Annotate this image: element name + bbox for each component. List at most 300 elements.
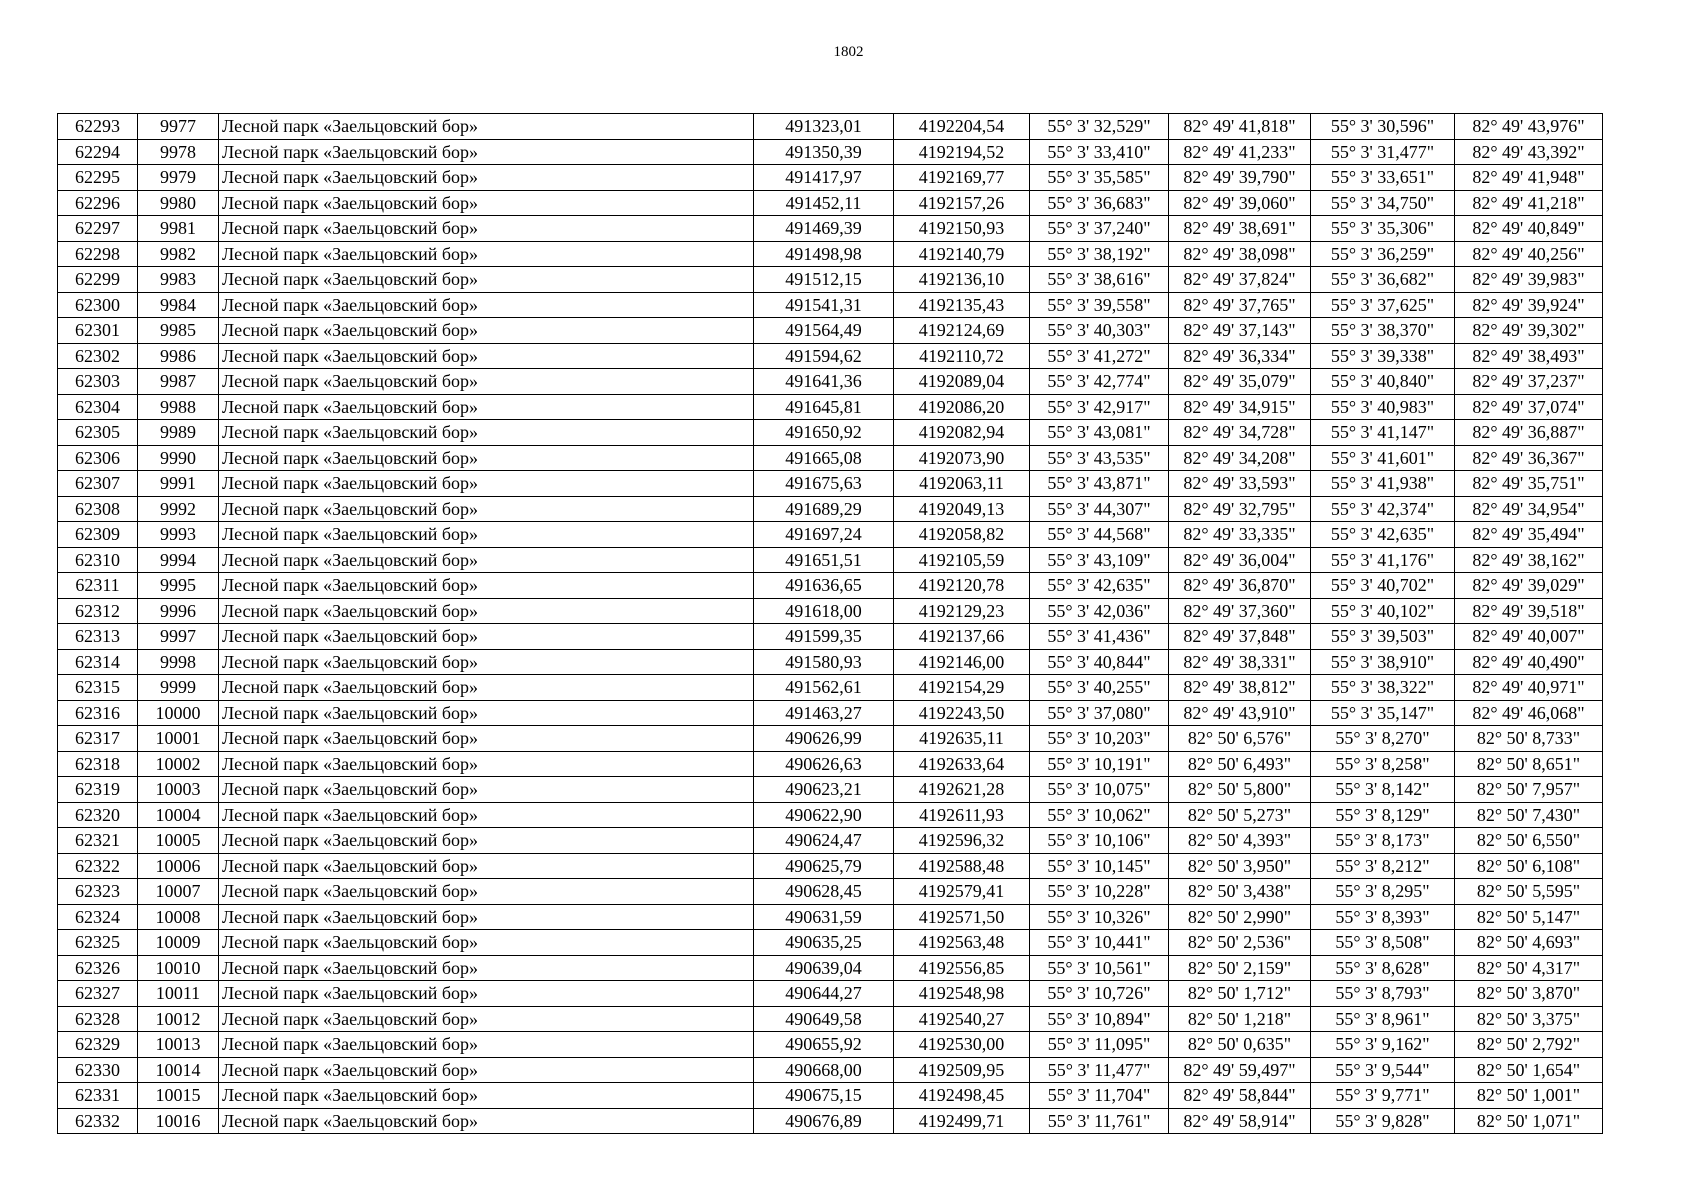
- y-coordinate-cell: 4192204,54: [894, 114, 1030, 140]
- longitude-cell: 82° 49' 58,844": [1169, 1083, 1311, 1109]
- latitude-cell: 55° 3' 11,761": [1030, 1108, 1169, 1134]
- longitude-cell: 82° 49' 43,910": [1169, 700, 1311, 726]
- latitude-cell: 55° 3' 10,441": [1030, 930, 1169, 956]
- point-number-cell: 9995: [138, 573, 219, 599]
- latitude-cell: 55° 3' 10,075": [1030, 777, 1169, 803]
- row-number-cell: 62306: [58, 445, 138, 471]
- y-coordinate-cell: 4192058,82: [894, 522, 1030, 548]
- x-coordinate-cell: 490639,04: [754, 955, 894, 981]
- latitude-alt-cell: 55° 3' 39,503": [1311, 624, 1455, 650]
- row-number-cell: 62326: [58, 955, 138, 981]
- table-row: [58, 649, 1603, 675]
- longitude-cell: 82° 49' 39,060": [1169, 190, 1311, 216]
- y-coordinate-cell: 4192157,26: [894, 190, 1030, 216]
- x-coordinate-cell: 490631,59: [754, 904, 894, 930]
- longitude-alt-cell: 82° 50' 6,108": [1455, 853, 1603, 879]
- latitude-cell: 55° 3' 11,477": [1030, 1057, 1169, 1083]
- longitude-cell: 82° 49' 32,795": [1169, 496, 1311, 522]
- table-row: [58, 471, 1603, 497]
- latitude-alt-cell: 55° 3' 40,840": [1311, 369, 1455, 395]
- row-number-cell: 62327: [58, 981, 138, 1007]
- row-number-cell: 62321: [58, 828, 138, 854]
- longitude-alt-cell: 82° 50' 6,550": [1455, 828, 1603, 854]
- longitude-alt-cell: 82° 49' 38,493": [1455, 343, 1603, 369]
- longitude-alt-cell: 82° 49' 40,971": [1455, 675, 1603, 701]
- x-coordinate-cell: 491562,61: [754, 675, 894, 701]
- object-name-cell: Лесной парк «Заельцовский бор»: [219, 394, 754, 420]
- latitude-alt-cell: 55° 3' 8,793": [1311, 981, 1455, 1007]
- longitude-alt-cell: 82° 50' 5,595": [1455, 879, 1603, 905]
- longitude-alt-cell: 82° 50' 8,733": [1455, 726, 1603, 752]
- row-number-cell: 62320: [58, 802, 138, 828]
- longitude-cell: 82° 49' 37,360": [1169, 598, 1311, 624]
- row-number-cell: 62294: [58, 139, 138, 165]
- point-number-cell: 9985: [138, 318, 219, 344]
- table-body: [58, 114, 1603, 1134]
- object-name-cell: Лесной парк «Заельцовский бор»: [219, 675, 754, 701]
- longitude-cell: 82° 49' 38,098": [1169, 241, 1311, 267]
- longitude-alt-cell: 82° 49' 39,029": [1455, 573, 1603, 599]
- object-name-cell: Лесной парк «Заельцовский бор»: [219, 267, 754, 293]
- latitude-cell: 55° 3' 10,726": [1030, 981, 1169, 1007]
- table-row: [58, 241, 1603, 267]
- table-row: [58, 420, 1603, 446]
- latitude-alt-cell: 55° 3' 35,147": [1311, 700, 1455, 726]
- object-name-cell: Лесной парк «Заельцовский бор»: [219, 420, 754, 446]
- point-number-cell: 10016: [138, 1108, 219, 1134]
- longitude-alt-cell: 82° 49' 43,976": [1455, 114, 1603, 140]
- longitude-cell: 82° 50' 6,493": [1169, 751, 1311, 777]
- y-coordinate-cell: 4192563,48: [894, 930, 1030, 956]
- longitude-cell: 82° 49' 37,143": [1169, 318, 1311, 344]
- y-coordinate-cell: 4192499,71: [894, 1108, 1030, 1134]
- point-number-cell: 9980: [138, 190, 219, 216]
- table-row: [58, 802, 1603, 828]
- point-number-cell: 9991: [138, 471, 219, 497]
- point-number-cell: 9994: [138, 547, 219, 573]
- table-row: [58, 139, 1603, 165]
- latitude-cell: 55° 3' 10,191": [1030, 751, 1169, 777]
- latitude-alt-cell: 55° 3' 33,651": [1311, 165, 1455, 191]
- object-name-cell: Лесной парк «Заельцовский бор»: [219, 1032, 754, 1058]
- longitude-alt-cell: 82° 50' 7,957": [1455, 777, 1603, 803]
- longitude-cell: 82° 49' 39,790": [1169, 165, 1311, 191]
- longitude-alt-cell: 82° 49' 37,074": [1455, 394, 1603, 420]
- object-name-cell: Лесной парк «Заельцовский бор»: [219, 573, 754, 599]
- x-coordinate-cell: 491564,49: [754, 318, 894, 344]
- point-number-cell: 9982: [138, 241, 219, 267]
- table-row: [58, 496, 1603, 522]
- longitude-cell: 82° 49' 41,818": [1169, 114, 1311, 140]
- longitude-cell: 82° 50' 5,273": [1169, 802, 1311, 828]
- latitude-cell: 55° 3' 10,062": [1030, 802, 1169, 828]
- point-number-cell: 10004: [138, 802, 219, 828]
- y-coordinate-cell: 4192140,79: [894, 241, 1030, 267]
- y-coordinate-cell: 4192194,52: [894, 139, 1030, 165]
- x-coordinate-cell: 490635,25: [754, 930, 894, 956]
- latitude-alt-cell: 55° 3' 9,544": [1311, 1057, 1455, 1083]
- point-number-cell: 9987: [138, 369, 219, 395]
- row-number-cell: 62302: [58, 343, 138, 369]
- table-row: [58, 394, 1603, 420]
- latitude-alt-cell: 55° 3' 41,601": [1311, 445, 1455, 471]
- point-number-cell: 10014: [138, 1057, 219, 1083]
- x-coordinate-cell: 491675,63: [754, 471, 894, 497]
- row-number-cell: 62300: [58, 292, 138, 318]
- table-row: [58, 598, 1603, 624]
- longitude-cell: 82° 49' 36,004": [1169, 547, 1311, 573]
- object-name-cell: Лесной парк «Заельцовский бор»: [219, 445, 754, 471]
- y-coordinate-cell: 4192146,00: [894, 649, 1030, 675]
- longitude-cell: 82° 49' 34,728": [1169, 420, 1311, 446]
- object-name-cell: Лесной парк «Заельцовский бор»: [219, 496, 754, 522]
- latitude-cell: 55° 3' 43,109": [1030, 547, 1169, 573]
- longitude-alt-cell: 82° 49' 40,490": [1455, 649, 1603, 675]
- point-number-cell: 10005: [138, 828, 219, 854]
- x-coordinate-cell: 490626,63: [754, 751, 894, 777]
- latitude-cell: 55° 3' 11,095": [1030, 1032, 1169, 1058]
- y-coordinate-cell: 4192611,93: [894, 802, 1030, 828]
- latitude-cell: 55° 3' 36,683": [1030, 190, 1169, 216]
- row-number-cell: 62312: [58, 598, 138, 624]
- object-name-cell: Лесной парк «Заельцовский бор»: [219, 547, 754, 573]
- longitude-cell: 82° 50' 3,438": [1169, 879, 1311, 905]
- latitude-alt-cell: 55° 3' 42,635": [1311, 522, 1455, 548]
- latitude-cell: 55° 3' 43,535": [1030, 445, 1169, 471]
- row-number-cell: 62316: [58, 700, 138, 726]
- longitude-cell: 82° 49' 34,208": [1169, 445, 1311, 471]
- object-name-cell: Лесной парк «Заельцовский бор»: [219, 777, 754, 803]
- y-coordinate-cell: 4192154,29: [894, 675, 1030, 701]
- x-coordinate-cell: 491651,51: [754, 547, 894, 573]
- x-coordinate-cell: 490644,27: [754, 981, 894, 1007]
- longitude-cell: 82° 50' 1,712": [1169, 981, 1311, 1007]
- longitude-cell: 82° 50' 2,159": [1169, 955, 1311, 981]
- latitude-alt-cell: 55° 3' 8,628": [1311, 955, 1455, 981]
- point-number-cell: 10013: [138, 1032, 219, 1058]
- x-coordinate-cell: 490676,89: [754, 1108, 894, 1134]
- object-name-cell: Лесной парк «Заельцовский бор»: [219, 139, 754, 165]
- object-name-cell: Лесной парк «Заельцовский бор»: [219, 522, 754, 548]
- table-row: [58, 700, 1603, 726]
- longitude-cell: 82° 50' 6,576": [1169, 726, 1311, 752]
- table-row: [58, 1006, 1603, 1032]
- table-row: [58, 777, 1603, 803]
- latitude-alt-cell: 55° 3' 41,147": [1311, 420, 1455, 446]
- latitude-cell: 55° 3' 37,240": [1030, 216, 1169, 242]
- longitude-alt-cell: 82° 50' 1,001": [1455, 1083, 1603, 1109]
- x-coordinate-cell: 491498,98: [754, 241, 894, 267]
- y-coordinate-cell: 4192579,41: [894, 879, 1030, 905]
- x-coordinate-cell: 491689,29: [754, 496, 894, 522]
- x-coordinate-cell: 491697,24: [754, 522, 894, 548]
- latitude-alt-cell: 55° 3' 41,938": [1311, 471, 1455, 497]
- latitude-alt-cell: 55° 3' 37,625": [1311, 292, 1455, 318]
- table-row: [58, 114, 1603, 140]
- longitude-cell: 82° 49' 33,593": [1169, 471, 1311, 497]
- longitude-cell: 82° 49' 35,079": [1169, 369, 1311, 395]
- row-number-cell: 62296: [58, 190, 138, 216]
- longitude-cell: 82° 50' 2,536": [1169, 930, 1311, 956]
- longitude-alt-cell: 82° 49' 38,162": [1455, 547, 1603, 573]
- y-coordinate-cell: 4192588,48: [894, 853, 1030, 879]
- x-coordinate-cell: 490649,58: [754, 1006, 894, 1032]
- table-row: [58, 292, 1603, 318]
- latitude-alt-cell: 55° 3' 31,477": [1311, 139, 1455, 165]
- x-coordinate-cell: 490625,79: [754, 853, 894, 879]
- table-row: [58, 547, 1603, 573]
- latitude-cell: 55° 3' 44,568": [1030, 522, 1169, 548]
- point-number-cell: 10009: [138, 930, 219, 956]
- latitude-cell: 55° 3' 43,081": [1030, 420, 1169, 446]
- object-name-cell: Лесной парк «Заельцовский бор»: [219, 802, 754, 828]
- latitude-alt-cell: 55° 3' 8,212": [1311, 853, 1455, 879]
- longitude-alt-cell: 82° 50' 7,430": [1455, 802, 1603, 828]
- x-coordinate-cell: 491650,92: [754, 420, 894, 446]
- longitude-alt-cell: 82° 50' 1,071": [1455, 1108, 1603, 1134]
- y-coordinate-cell: 4192086,20: [894, 394, 1030, 420]
- point-number-cell: 9997: [138, 624, 219, 650]
- table-row: [58, 445, 1603, 471]
- latitude-alt-cell: 55° 3' 8,393": [1311, 904, 1455, 930]
- latitude-cell: 55° 3' 38,616": [1030, 267, 1169, 293]
- object-name-cell: Лесной парк «Заельцовский бор»: [219, 241, 754, 267]
- longitude-alt-cell: 82° 49' 40,256": [1455, 241, 1603, 267]
- table-row: [58, 853, 1603, 879]
- point-number-cell: 9986: [138, 343, 219, 369]
- table-row: [58, 522, 1603, 548]
- x-coordinate-cell: 491512,15: [754, 267, 894, 293]
- table-row: [58, 165, 1603, 191]
- page-number: 1802: [833, 44, 864, 60]
- table-row: [58, 955, 1603, 981]
- point-number-cell: 9999: [138, 675, 219, 701]
- object-name-cell: Лесной парк «Заельцовский бор»: [219, 700, 754, 726]
- x-coordinate-cell: 491599,35: [754, 624, 894, 650]
- row-number-cell: 62303: [58, 369, 138, 395]
- x-coordinate-cell: 491645,81: [754, 394, 894, 420]
- latitude-alt-cell: 55° 3' 42,374": [1311, 496, 1455, 522]
- object-name-cell: Лесной парк «Заельцовский бор»: [219, 343, 754, 369]
- longitude-alt-cell: 82° 49' 41,218": [1455, 190, 1603, 216]
- latitude-alt-cell: 55° 3' 40,702": [1311, 573, 1455, 599]
- latitude-cell: 55° 3' 10,561": [1030, 955, 1169, 981]
- table-row: [58, 675, 1603, 701]
- latitude-cell: 55° 3' 10,894": [1030, 1006, 1169, 1032]
- point-number-cell: 9978: [138, 139, 219, 165]
- longitude-cell: 82° 49' 37,824": [1169, 267, 1311, 293]
- latitude-alt-cell: 55° 3' 9,828": [1311, 1108, 1455, 1134]
- latitude-alt-cell: 55° 3' 38,910": [1311, 649, 1455, 675]
- point-number-cell: 9992: [138, 496, 219, 522]
- y-coordinate-cell: 4192105,59: [894, 547, 1030, 573]
- object-name-cell: Лесной парк «Заельцовский бор»: [219, 828, 754, 854]
- longitude-alt-cell: 82° 49' 40,007": [1455, 624, 1603, 650]
- object-name-cell: Лесной парк «Заельцовский бор»: [219, 879, 754, 905]
- point-number-cell: 9984: [138, 292, 219, 318]
- y-coordinate-cell: 4192169,77: [894, 165, 1030, 191]
- point-number-cell: 10000: [138, 700, 219, 726]
- point-number-cell: 9983: [138, 267, 219, 293]
- latitude-cell: 55° 3' 37,080": [1030, 700, 1169, 726]
- object-name-cell: Лесной парк «Заельцовский бор»: [219, 853, 754, 879]
- object-name-cell: Лесной парк «Заельцовский бор»: [219, 624, 754, 650]
- x-coordinate-cell: 490655,92: [754, 1032, 894, 1058]
- y-coordinate-cell: 4192136,10: [894, 267, 1030, 293]
- y-coordinate-cell: 4192135,43: [894, 292, 1030, 318]
- longitude-alt-cell: 82° 50' 8,651": [1455, 751, 1603, 777]
- row-number-cell: 62322: [58, 853, 138, 879]
- x-coordinate-cell: 490622,90: [754, 802, 894, 828]
- row-number-cell: 62332: [58, 1108, 138, 1134]
- longitude-alt-cell: 82° 50' 3,870": [1455, 981, 1603, 1007]
- point-number-cell: 9977: [138, 114, 219, 140]
- x-coordinate-cell: 491323,01: [754, 114, 894, 140]
- latitude-alt-cell: 55° 3' 40,983": [1311, 394, 1455, 420]
- longitude-alt-cell: 82° 49' 39,924": [1455, 292, 1603, 318]
- longitude-cell: 82° 50' 1,218": [1169, 1006, 1311, 1032]
- table-row: [58, 267, 1603, 293]
- object-name-cell: Лесной парк «Заельцовский бор»: [219, 318, 754, 344]
- longitude-alt-cell: 82° 50' 1,654": [1455, 1057, 1603, 1083]
- x-coordinate-cell: 491417,97: [754, 165, 894, 191]
- object-name-cell: Лесной парк «Заельцовский бор»: [219, 292, 754, 318]
- object-name-cell: Лесной парк «Заельцовский бор»: [219, 1006, 754, 1032]
- y-coordinate-cell: 4192635,11: [894, 726, 1030, 752]
- table-row: [58, 726, 1603, 752]
- table-row: [58, 343, 1603, 369]
- y-coordinate-cell: 4192049,13: [894, 496, 1030, 522]
- y-coordinate-cell: 4192129,23: [894, 598, 1030, 624]
- object-name-cell: Лесной парк «Заельцовский бор»: [219, 930, 754, 956]
- latitude-cell: 55° 3' 10,326": [1030, 904, 1169, 930]
- table-row: [58, 751, 1603, 777]
- row-number-cell: 62310: [58, 547, 138, 573]
- object-name-cell: Лесной парк «Заельцовский бор»: [219, 1057, 754, 1083]
- row-number-cell: 62308: [58, 496, 138, 522]
- y-coordinate-cell: 4192243,50: [894, 700, 1030, 726]
- point-number-cell: 9979: [138, 165, 219, 191]
- object-name-cell: Лесной парк «Заельцовский бор»: [219, 190, 754, 216]
- object-name-cell: Лесной парк «Заельцовский бор»: [219, 114, 754, 140]
- x-coordinate-cell: 490626,99: [754, 726, 894, 752]
- x-coordinate-cell: 491463,27: [754, 700, 894, 726]
- object-name-cell: Лесной парк «Заельцовский бор»: [219, 981, 754, 1007]
- latitude-alt-cell: 55° 3' 8,129": [1311, 802, 1455, 828]
- point-number-cell: 10011: [138, 981, 219, 1007]
- latitude-cell: 55° 3' 38,192": [1030, 241, 1169, 267]
- table-row: [58, 904, 1603, 930]
- y-coordinate-cell: 4192110,72: [894, 343, 1030, 369]
- object-name-cell: Лесной парк «Заельцовский бор»: [219, 751, 754, 777]
- latitude-cell: 55° 3' 40,255": [1030, 675, 1169, 701]
- x-coordinate-cell: 491350,39: [754, 139, 894, 165]
- row-number-cell: 62307: [58, 471, 138, 497]
- y-coordinate-cell: 4192150,93: [894, 216, 1030, 242]
- y-coordinate-cell: 4192120,78: [894, 573, 1030, 599]
- latitude-alt-cell: 55° 3' 8,295": [1311, 879, 1455, 905]
- latitude-cell: 55° 3' 10,145": [1030, 853, 1169, 879]
- longitude-alt-cell: 82° 49' 46,068": [1455, 700, 1603, 726]
- y-coordinate-cell: 4192082,94: [894, 420, 1030, 446]
- y-coordinate-cell: 4192621,28: [894, 777, 1030, 803]
- latitude-alt-cell: 55° 3' 41,176": [1311, 547, 1455, 573]
- longitude-alt-cell: 82° 49' 37,237": [1455, 369, 1603, 395]
- row-number-cell: 62324: [58, 904, 138, 930]
- y-coordinate-cell: 4192571,50: [894, 904, 1030, 930]
- point-number-cell: 10001: [138, 726, 219, 752]
- latitude-cell: 55° 3' 41,436": [1030, 624, 1169, 650]
- latitude-cell: 55° 3' 42,635": [1030, 573, 1169, 599]
- y-coordinate-cell: 4192089,04: [894, 369, 1030, 395]
- x-coordinate-cell: 491665,08: [754, 445, 894, 471]
- longitude-cell: 82° 49' 34,915": [1169, 394, 1311, 420]
- longitude-cell: 82° 50' 2,990": [1169, 904, 1311, 930]
- row-number-cell: 62319: [58, 777, 138, 803]
- object-name-cell: Лесной парк «Заельцовский бор»: [219, 726, 754, 752]
- row-number-cell: 62317: [58, 726, 138, 752]
- object-name-cell: Лесной парк «Заельцовский бор»: [219, 369, 754, 395]
- table-row: [58, 879, 1603, 905]
- longitude-cell: 82° 50' 5,800": [1169, 777, 1311, 803]
- object-name-cell: Лесной парк «Заельцовский бор»: [219, 904, 754, 930]
- latitude-cell: 55° 3' 32,529": [1030, 114, 1169, 140]
- latitude-cell: 55° 3' 42,774": [1030, 369, 1169, 395]
- latitude-alt-cell: 55° 3' 9,771": [1311, 1083, 1455, 1109]
- table-row: [58, 216, 1603, 242]
- y-coordinate-cell: 4192124,69: [894, 318, 1030, 344]
- table-row: [58, 1057, 1603, 1083]
- longitude-alt-cell: 82° 50' 2,792": [1455, 1032, 1603, 1058]
- point-number-cell: 10010: [138, 955, 219, 981]
- y-coordinate-cell: 4192548,98: [894, 981, 1030, 1007]
- row-number-cell: 62325: [58, 930, 138, 956]
- latitude-alt-cell: 55° 3' 8,508": [1311, 930, 1455, 956]
- point-number-cell: 10002: [138, 751, 219, 777]
- object-name-cell: Лесной парк «Заельцовский бор»: [219, 1083, 754, 1109]
- table-row: [58, 930, 1603, 956]
- point-number-cell: 9989: [138, 420, 219, 446]
- point-number-cell: 10003: [138, 777, 219, 803]
- x-coordinate-cell: 491618,00: [754, 598, 894, 624]
- latitude-cell: 55° 3' 42,036": [1030, 598, 1169, 624]
- table-row: [58, 981, 1603, 1007]
- longitude-cell: 82° 49' 38,812": [1169, 675, 1311, 701]
- point-number-cell: 10008: [138, 904, 219, 930]
- latitude-alt-cell: 55° 3' 8,270": [1311, 726, 1455, 752]
- table-row: [58, 190, 1603, 216]
- row-number-cell: 62301: [58, 318, 138, 344]
- point-number-cell: 10006: [138, 853, 219, 879]
- row-number-cell: 62311: [58, 573, 138, 599]
- x-coordinate-cell: 491541,31: [754, 292, 894, 318]
- longitude-alt-cell: 82° 50' 4,317": [1455, 955, 1603, 981]
- longitude-cell: 82° 49' 59,497": [1169, 1057, 1311, 1083]
- x-coordinate-cell: 491594,62: [754, 343, 894, 369]
- row-number-cell: 62314: [58, 649, 138, 675]
- object-name-cell: Лесной парк «Заельцовский бор»: [219, 1108, 754, 1134]
- point-number-cell: 10007: [138, 879, 219, 905]
- object-name-cell: Лесной парк «Заельцовский бор»: [219, 649, 754, 675]
- object-name-cell: Лесной парк «Заельцовский бор»: [219, 598, 754, 624]
- latitude-cell: 55° 3' 40,844": [1030, 649, 1169, 675]
- latitude-cell: 55° 3' 33,410": [1030, 139, 1169, 165]
- latitude-cell: 55° 3' 42,917": [1030, 394, 1169, 420]
- longitude-cell: 82° 50' 3,950": [1169, 853, 1311, 879]
- x-coordinate-cell: 491580,93: [754, 649, 894, 675]
- longitude-cell: 82° 49' 38,331": [1169, 649, 1311, 675]
- longitude-alt-cell: 82° 49' 43,392": [1455, 139, 1603, 165]
